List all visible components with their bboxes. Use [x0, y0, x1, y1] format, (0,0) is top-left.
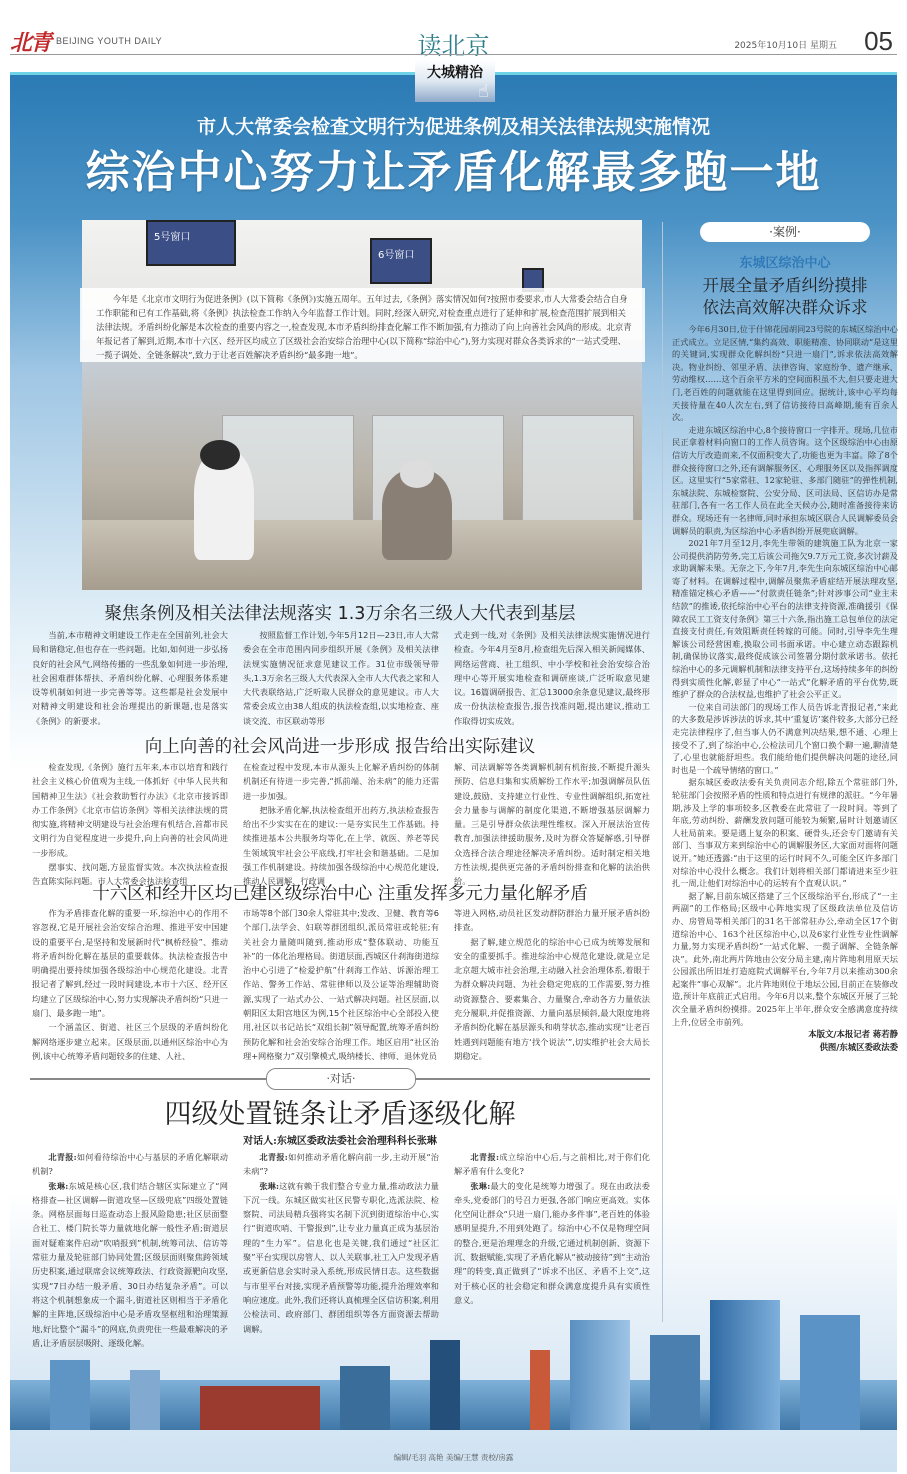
page-number: 05: [864, 26, 893, 56]
section-heading-1: 聚焦条例及相关法律法规落实 1.3万余名三级人大代表到基层: [104, 604, 576, 624]
sub-headline: 市人大常委会检查文明行为促进条例及相关法律法规实施情况: [196, 116, 710, 138]
question: 成立综治中心后,与之前相比,对于你们化解矛盾有什么变化?: [454, 1152, 650, 1177]
screen-label: 5号窗口: [154, 232, 191, 243]
section-1-body: [32, 628, 650, 728]
text-column: [32, 906, 228, 1063]
question: 如何推动矛盾化解向前一步,主动开展“治未病”?: [243, 1152, 439, 1177]
masthead-divider: [10, 54, 897, 55]
case-paragraph: 据了解,目前东城区搭建了三个区级综治平台,形成了“一主两副”的工作格局;区级中心阵地实现了区级政法单位及信访办、房管局等相关部门的31名干部常驻办公,牵动全区17个街道综治中心、163个社区综治中心,以及6家行业性专业性调解力量,努力实现矛盾纠纷“一站式化解、一揽子调解、全链条解决”。此外,南北两片阵地由公安分局主建,南片阵地利用原天坛公园派出所旧址打造庭院式调解平台,今年7月以来推动300余起案件“事心双解”。北片阵地则位于地坛公园,目前正在装修改造,预计年底前正式启用。今年6月以来,整个东城区开展了三轮次全量矛盾纠纷摸排。2025年上半年,群众安全感满意度持续上升,位居全市前列。: [672, 890, 898, 1027]
screen-label: 6号窗口: [378, 250, 415, 261]
text-column: [454, 760, 650, 889]
skyscraper: [570, 1320, 630, 1430]
dialog-label: ·对话·: [266, 1068, 416, 1090]
section-2-body: [32, 760, 650, 889]
tiananmen-gate: [200, 1386, 320, 1430]
text-column: [243, 906, 439, 1063]
paragraph: 当前,本市精神文明建设工作走在全国前列,社会大局和谐稳定,但也存在一些问题。比如,如何进一步弘扬良好的社会风气,网络传播的一些乱象如何进一步治理,社会困难群体帮扶、矛盾纠纷化解、心理服务体系建设等机制如何进一步完善等等。这些都是社会发展中对精神文明建设和社会治理提出的新课题,也是落实《条例》的新要求。: [32, 630, 228, 726]
paragraph: 解、司法调解等各类调解机制有机衔接,不断提升源头预防、信息归集和实质解纷工作水平;加强调解员队伍建设,鼓励、支持建立行业性、专业性调解组织,拓宽社会力量参与调解的制度化渠道,不断增强基层调解力量。三是引导群众依法理性维权。深入开展法治宣传教育,加强法律援助服务,及时为群众答疑解惑,引导群众选择合法合理途径解决矛盾纠纷。适时制定相关地方性法规,提供更完备的矛盾纠纷排查和化解的法治供给。: [454, 762, 650, 887]
case-paragraph: 今年6月30日,位于什锦花园胡同23号院的东城区综治中心正式成立。立足区情,“集约高效、职能精准、协同联动”是这里的关键词,实现群众化解纠纷“只进一扇门”,诉求依法高效解决。物业纠纷、邻里矛盾、法律咨询、家庭纷争、遗产继承、劳动维权……这个百余平方米的空间面积虽不大,但只要走进大门,老百姓的问题就能在这里得到回应。据统计,该中心平均每天接待量在40人次左右,到了信访接待日高峰期,能有百余人次。: [672, 324, 898, 423]
intro-paragraph: 今年是《北京市文明行为促进条例》(以下简称《条例》)实施五周年。五年过去,《条例》落实情况如何?按照市委要求,市人大常委会结合自身工作职能和已有工作基础,将《条例》执法检查工作纳入今年监督工作计划。同时,经深入研究,对检查重点进行了延伸和扩展,检查范围扩展到相关法律法规。矛盾纠纷化解是本次检查的重要内容之一,检查发现,本市矛盾纠纷排查化解工作不断加强,有力推动了向上向善社会风尚的形成。北京青年报记者了解到,近期,本市十六区、经开区均成立了区级社会治安综合治理中心(以下简称“综治中心”),努力实现对群众各类诉求的“一站式受理、一揽子调处、全链条解决”,致力于让老百姓解决矛盾纠纷“最多跑一地”。: [96, 294, 632, 360]
text-column: [243, 628, 439, 728]
case-paragraph: 2021年7月至12月,李先生带领的建筑施工队为北京一家公司提供消防劳务,完工后该公司拖欠9.7万元工资,多次讨薪及求助调解未果。无奈之下,今年7月,李先生向东城区综治中心邮寄了材料。在调解过程中,调解员聚焦矛盾症结开展法理攻坚,精准锚定核心矛盾——“付款责任链条”;针对涉事公司“业主未结款”的推诿,依托综治中心平台的法律支持资源,准确援引《保障农民工工资支付条例》第三十六条,指出施工总包单位的法定直接支付责任,有效阻断责任转嫁的可能。同时,引导李先生理解该公司经营困难,换取公司书面承诺。中心建立动态跟踪机制,确保协议落实,最终促成该公司签署分期付款承诺书。依托综治中心的多元调解机制和法律支持平台,这场持续多年的纠纷得到实质性化解,彰显了中心“一站式”化解矛盾的平台优势,既维护了群众的合法权益,也维护了社会公平正义。: [672, 538, 898, 700]
paragraph: 把脉矛盾化解,执法检查组开出药方,执法检查报告给出不少实实在在的建议:一是夯实民生工作基础。持续推进基本公共服务均等化,在上学、就医、养老等民生领域筑牢社会公平底线,打牢社会和谐基础。二是加强工作机制建设。持续加强各级综治中心规范化建设,推动人民调解、行政调: [243, 804, 439, 887]
byline-author: 本版文/本报记者 蒋若静: [808, 1029, 898, 1040]
paragraph: 式走到一线,对《条例》及相关法律法规实施情况进行检查。今年4月至8月,检查组先后深入相关新闻媒体、网络运营商、社工组织、中小学校和社会治安综合治理中心等开展实地检查和调研座谈,广泛听取意见建议。16篇调研报告、汇总13000余条意见建议,最终形成一份执法检查报告,报告找准问题,提出建议,推动工作取得切实成效。: [454, 630, 650, 726]
service-counter: [82, 520, 642, 590]
dialog-interviewee: 对话人:东城区委政法委社会治理科科长张琳: [243, 1136, 437, 1147]
dialog-title: 四级处置链条让矛盾逐级化解: [164, 1099, 516, 1130]
text-column: [32, 628, 228, 728]
skyscraper: [650, 1335, 700, 1430]
main-headline: 综治中心努力让矛盾化解最多跑一地: [85, 147, 822, 198]
byline-photo: 供图/东城区委政法委: [819, 1042, 898, 1053]
case-paragraph: 一位来自司法部门的现场工作人员告诉北青报记者,“来此的大多数是涉诉涉法的诉求,其中‘重复访’案件较多,大部分已经走完法律程序了,但当事人仍不满意判决结果,想不通、心理上接受不了,到了综治中心,公检法司几个窗口换个聊一遍,聊清楚了,心里也就能舒坦些。我们能给他们提供解决问题的途径,同时也是一个疏导情绪的窗口。”: [672, 701, 898, 775]
answer: 这就有赖于我们整合专业力量,推动政法力量下沉一线。东城区做实社区民警专职化,选派法院、检察院、司法局精兵强将实名制下沉到街道综治中心,实行“街道吹哨、干警报到”,让专业力量真正成为基层治理的“生力军”。信息化也是关键,我们通过“社区汇聚”平台实现以房管人、以人关联事,社工入户发现矛盾或更新信息会实时录入系统,形成民情日志。这些数据与市里平台对接,实现矛盾预警等功能,提升治理效率和响应速度。此外,我们还将认真梳理全区信访积案,利用公检法司、政府部门、群团组织等各方面资源去帮助调解。: [243, 1180, 439, 1334]
paragraph: 在检查过程中发现,本市从源头上化解矛盾纠纷的体制机制还有待进一步完善,“抓前端、治未病”的能力还需进一步加强。: [243, 762, 439, 801]
glass-partition: [522, 415, 634, 527]
case-paragraph: 据东城区委政法委有关负责同志介绍,除五个常驻部门外,轮驻部门会按照矛盾的性质和特点进行有规律的派驻。“今年暑期,涉及上学的事项较多,区教委在此常驻了一段时间。等到了年底,劳动纠纷、薪酬发放问题可能较为频繁,届时计划邀请区人社局前来。要是遇上复杂的积案、硬骨头,还会专门邀请有关部门、当事双方来到综治中心的调解服务区,大家面对面将问题说开。”她还透露:“由于这里的运行时间不久,可能全区许多部门对综治中心没什么概念。我们计划将相关部门都请进来至少驻扎一周,让他们对综治中心的运转有个直观认识。”: [672, 777, 898, 889]
paragraph: 摆事实、找问题,方显监督实效。本次执法检查报告直陈实际问题。市人大常委会执法检查组: [32, 862, 228, 887]
section-heading-3: 十六区和经开区均已建区级综治中心 注重发挥多元力量化解矛盾: [92, 884, 588, 904]
text-column: [454, 906, 650, 1063]
building: [430, 1340, 460, 1430]
column-brand-label: 大城精治: [427, 65, 483, 81]
paragraph: 等进入网格,动员社区发动群防群治力量开展矛盾纠纷排查。: [454, 908, 650, 933]
publication-date: 2025年10月10日 星期五: [734, 41, 837, 51]
building: [130, 1370, 160, 1430]
case-title-line-2: 依法高效解决群众诉求: [702, 298, 868, 317]
citizen-head: [200, 440, 240, 470]
photo-window-screen: [146, 220, 236, 266]
newspaper-name-en: BEIJING YOUTH DAILY: [56, 36, 163, 46]
case-sidebar: [672, 222, 898, 1054]
answer: 东城是核心区,我们结合辖区实际建立了“网格排查—社区调解—街道攻坚—区级兜底”四级处置链条。网格层面每日巡查动态上报风险隐患;社区层面整合社工、楼门院长等力量就地化解一般性矛盾;街道层面对疑难案件启动“吹哨报到”机制,统筹司法、信访等常驻力量及轮驻部门协同处置;区级层面则聚焦跨领域历史积案,通过联席会议统筹政法、行政资源靶向攻坚,实现“7日办结一般矛盾、30日办结复杂矛盾”。可以将这个机制想象成一个漏斗,街道社区则相当于矛盾化解的主阵地,区级综治中心是矛盾攻坚枢纽和治理策源地,好比整个“漏斗”的网底,负责兜住一些最难解决的矛盾,让矛盾层层吸附、逐级化解。: [32, 1180, 228, 1348]
case-organization: 东城区综治中心: [739, 256, 831, 271]
text-column: [243, 760, 439, 889]
section-title: 读北京: [417, 32, 490, 60]
text-column: [32, 760, 228, 889]
text-column: [454, 628, 650, 728]
paragraph: 按照监督工作计划,今年5月12日—23日,市人大常委会在全市范围内同步组织开展《条例》及相关法律法规实施情况征求意见建议工作。31位市级领导带头,1.3万余名三级人大代表深入全市人大代表之家和人大代表联络站,广泛听取人民群众的意见建议。市人大常委会成立由38人组成的执法检查组,以实地检查、座谈交流、市区联动等形: [243, 630, 439, 726]
building: [340, 1366, 390, 1430]
paragraph: 据了解,建立规范化的综治中心已成为统筹发展和安全的重要抓手。推进综治中心规范化建设,就是立足北京超大城市社会治理,主动融入社会治理体系,着眼于为群众解决问题、为社会稳定兜底的工作需要,努力推动资源整合、要素集合、力量聚合,牵动各方力量依法充分履职,并促推资源、力量向基层倾斜,最大限度地将矛盾纠纷化解在基层源头和萌芽状态,推动实现“让老百姓遇到问题能有地方‘找个说法’”,切实维护社会大局长期稳定。: [454, 936, 650, 1061]
paragraph: 市场等8个部门30余人常驻其中;发改、卫健、教育等6个部门,法学会、妇联等群团组织,派员常驻或轮驻;有关社会力量随叫随到,推动形成“整体联动、功能互补”的一体化治理格局。街道层面,西城区什刹海街道综治中心引进了“检爱护航”什刹海工作站、诉源治理工作站、警务工作站、常驻律师以及公证等治理辅助资源,实现了一站式办公、一站式解决问题。社区层面,以朝阳区太阳宫地区为例,15个社区综治中心全部投入使用,社区以书记站长“双组长制”领导配置,统筹矛盾纠纷预防化解和社会治安综合治理工作。地区启用“社区治理+网格聚力”双引擎模式,吸纳楼长、律师、退休党员: [243, 908, 439, 1061]
case-label: ·案例·: [700, 222, 870, 242]
section-heading-2: 向上向善的社会风尚进一步形成 报告给出实际建议: [144, 737, 536, 757]
news-photo: [82, 220, 642, 590]
skyscraper: [800, 1315, 860, 1430]
answer-speaker: 张琳:: [470, 1180, 491, 1191]
citizen-head: [400, 460, 434, 488]
column-divider: [662, 222, 663, 1322]
skyscraper: [710, 1300, 780, 1430]
paragraph: 作为矛盾排查化解的重要一环,综治中心的作用不容忽视,它是开展社会治安综合治理、推进平安中国建设的重要平台,是坚持和发展新时代“枫桥经验”、推动将矛盾纠纷化解在基层的重要载体。执法检查报告中明确提出要持续加强各级综治中心规范化建设。北青报记者了解到,经过一段时间建设,本市十六区、经开区均建立了区级综治中心,努力实现解决矛盾纠纷“只进一扇门、最多跑一地”。: [32, 908, 228, 1019]
column-brand-tag: [415, 60, 495, 102]
paragraph: 检查发现,《条例》施行五年来,本市以培育和践行社会主义核心价值观为主线,一体抓好《中华人民共和国精神卫生法》《社会救助暂行办法》《北京市接诉即办工作条例》《北京市信访条例》等相关法律法规的贯彻实施,将精神文明建设与社会治理有机结合,首都市民文明行为自觉程度进一步提升,向上向善的社会风尚进一步形成。: [32, 762, 228, 858]
paragraph: 一个涵盖区、街道、社区三个层级的矛盾纠纷化解网络逐步建立起来。区级层面,以通州区综治中心为例,该中心统筹矛盾问题较多的住建、人社、: [32, 1022, 228, 1061]
photo-window-screen: [370, 238, 432, 284]
answer: 最大的变化是统筹力增强了。现在由政法委牵头,党委部门的号召力更强,各部门响应更高效。实体化空间让群众“只进一扇门,能办多件事”,老百姓的体验感明显提升,不用到处跑了。综治中心不仅是物理空间的整合,更是治理理念的升级,它通过机制创新、资源下沉、数据赋能,实现了矛盾化解从“被动接待”到“主动治理”的转变,真正做到了“诉求不出区、矛盾不上交”,这对于核心区的社会稳定和群众满意度提升具有实质性意义。: [454, 1180, 650, 1305]
pointing-hand-icon: ☝: [478, 81, 489, 102]
question-speaker: 北青报:: [48, 1152, 77, 1162]
case-title: [672, 275, 898, 319]
section-3-body: [32, 906, 650, 1063]
answer-speaker: 张琳:: [259, 1180, 279, 1191]
case-title-line-1: 开展全量矛盾纠纷摸排: [702, 276, 868, 295]
newspaper-logo: 北青: [10, 30, 51, 56]
question-speaker: 北青报:: [259, 1152, 288, 1162]
building: [530, 1350, 550, 1430]
question-speaker: 北青报:: [470, 1152, 500, 1162]
case-paragraph: 走进东城区综治中心,8个接待窗口一字排开。现场,几位市民正拿着材料向窗口的工作人员咨询。这个区级综治中心由原信访大厅改造而来,不仅面积变大了,功能也更为丰富。除了8个群众接待窗口之外,还有调解服务区、心理服务区以及指挥调度区。这里实行“5家常驻、12家轮驻、多部门随驻”的弹性机制,东城法院、东城检察院、公安分局、区司法局、区信访办是常驻部门,各有一名工作人员在此全天候办公,随时准备接待来访群众。现场还有一名律师,同时承担东城区联合人民调解委员会调解员的职责,为区综治中心矛盾纠纷开展兜底调解。: [672, 424, 898, 536]
building: [50, 1360, 90, 1430]
city-skyline-illustration: [10, 1300, 897, 1430]
editor-credits: 编辑/毛羽 高艳 美编/王慧 责校/房露: [393, 1453, 514, 1462]
question: 如何看待综治中心与基层的矛盾化解联动机制?: [32, 1152, 228, 1177]
masthead: [0, 0, 907, 60]
case-body: [672, 323, 898, 1028]
answer-speaker: 张琳:: [48, 1180, 69, 1191]
